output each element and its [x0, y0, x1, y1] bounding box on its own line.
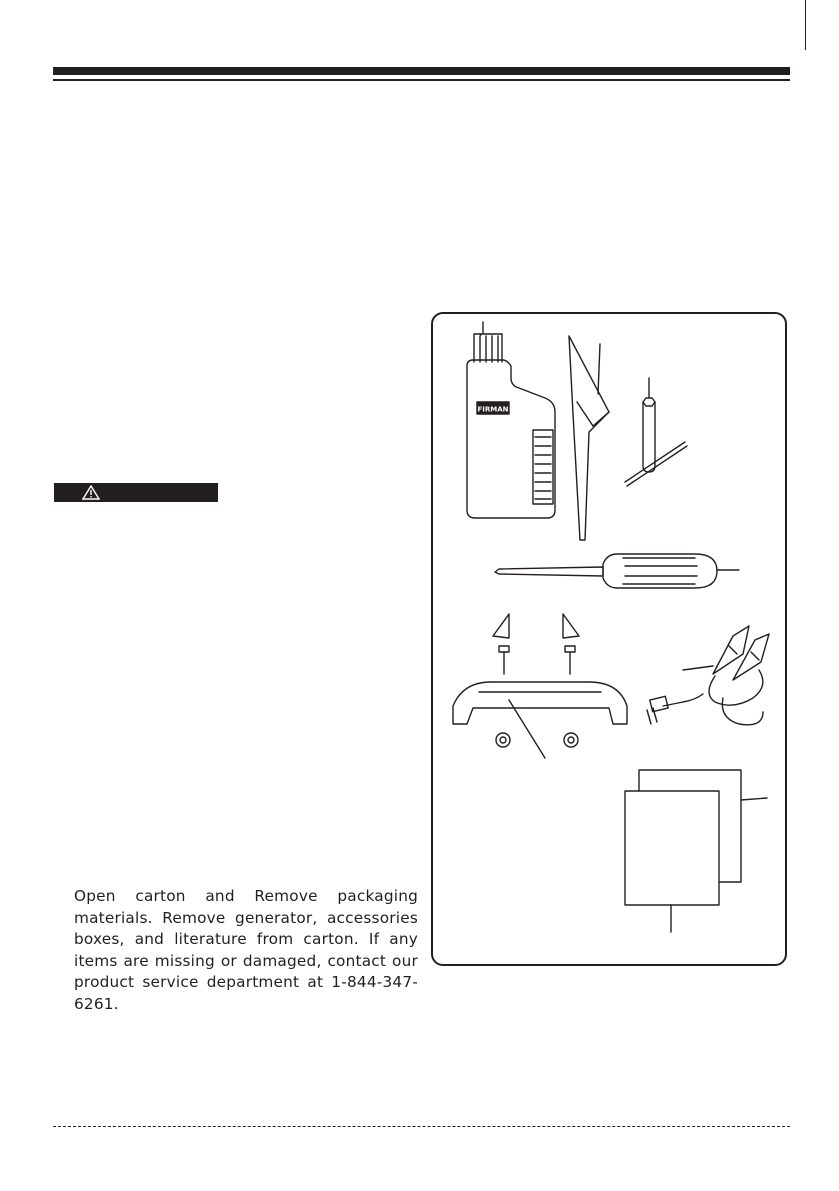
- oil-bottle-brand: FIRMAN: [477, 405, 509, 414]
- warning-banner: [54, 483, 218, 502]
- oil-bottle-icon: [467, 322, 555, 518]
- screwdriver-icon: [495, 554, 739, 588]
- included-items-panel: [431, 312, 787, 966]
- header-rule-thick: [53, 67, 790, 75]
- handle-kit-icon: [453, 614, 627, 758]
- included-items-illustration: [433, 314, 785, 964]
- footer-dashed-rule: [53, 1126, 790, 1127]
- crop-mark: [805, 0, 806, 50]
- battery-charging-cable-icon: [647, 626, 769, 725]
- spark-plug-wrench-icon: [625, 378, 687, 486]
- oil-funnel-icon: [569, 336, 609, 540]
- manual-documents-icon: [625, 770, 767, 932]
- warning-triangle-icon: [82, 485, 100, 500]
- unpacking-instructions: Open carton and Remove packaging materials. Remove generator, accessories boxes, and literature from carton. If any items are missing or damaged, contact our product service department at 1-844-347-6261.: [74, 887, 418, 1013]
- header-rule-thin: [53, 79, 790, 81]
